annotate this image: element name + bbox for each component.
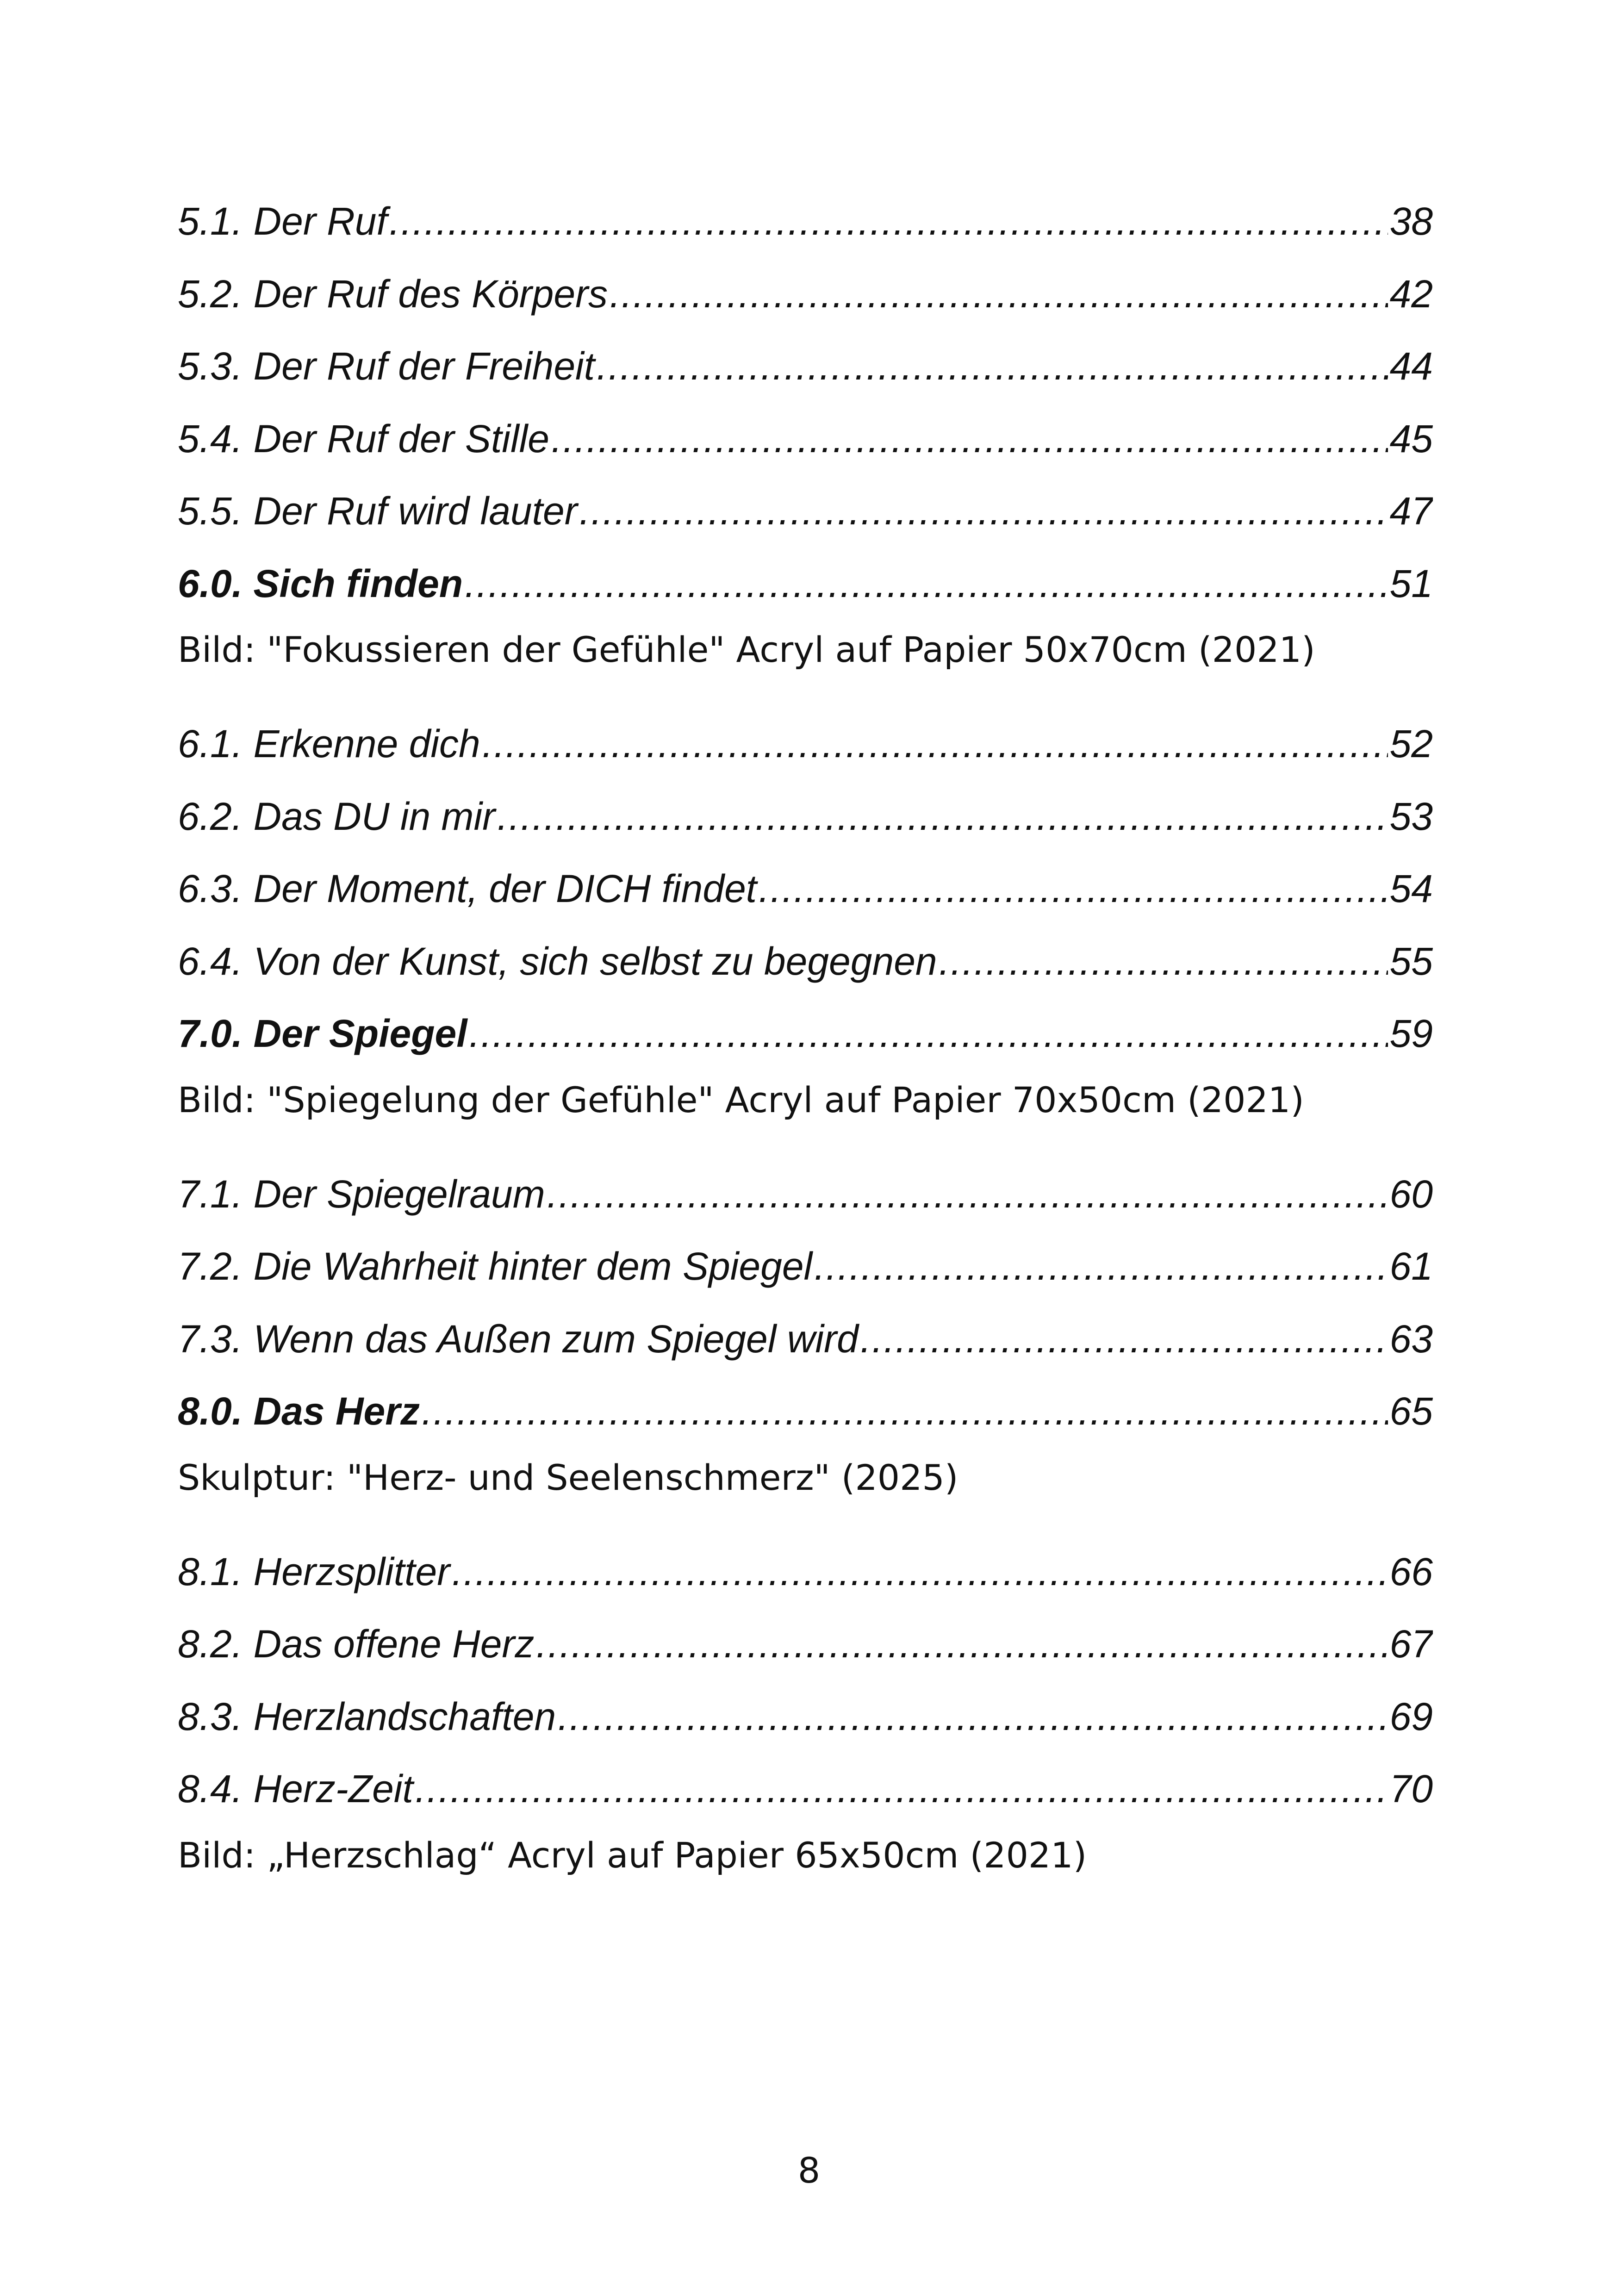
toc-dot-leader <box>759 852 1388 925</box>
toc-entry-title: 8.3. Herzlandschaften <box>178 1694 556 1738</box>
toc-entry-page: 47 <box>1389 489 1433 533</box>
toc-entry[interactable] <box>178 708 1433 780</box>
page-number: 8 <box>797 2150 821 2191</box>
toc-entry[interactable] <box>178 1536 1433 1608</box>
toc-entry[interactable] <box>178 780 1433 853</box>
toc-dot-leader <box>558 1680 1388 1753</box>
toc-entry-title: 5.2. Der Ruf des Körpers <box>178 272 608 316</box>
toc-entry-page: 63 <box>1389 1317 1433 1361</box>
toc-entry-title: 7.2. Die Wahrheit hinter dem Spiegel <box>178 1244 813 1288</box>
toc-artwork-caption: Bild: "Fokussieren der Gefühle" Acryl auf Papier 50x70cm (2021) <box>178 629 1315 670</box>
toc-dot-leader <box>452 1536 1388 1608</box>
toc-entry-title: 7.3. Wenn das Außen zum Spiegel wird <box>178 1317 859 1361</box>
toc-entry[interactable] <box>178 403 1433 475</box>
toc-entry-page: 45 <box>1389 417 1433 460</box>
toc-dot-leader <box>579 475 1388 548</box>
toc-artwork-caption: Bild: „Herzschlag“ Acryl auf Papier 65x50cm (2021) <box>178 1834 1087 1876</box>
toc-entry[interactable] <box>178 1158 1433 1231</box>
toc-entry[interactable] <box>178 1303 1433 1375</box>
toc-entry-title: 6.1. Erkenne dich <box>178 722 480 765</box>
toc-chapter-title: 6.0. Sich finden <box>178 561 463 605</box>
toc-entry[interactable] <box>178 475 1433 548</box>
toc-dot-leader <box>465 548 1388 620</box>
toc-entry-title: 6.3. Der Moment, der DICH findet <box>178 867 757 910</box>
toc-dot-leader <box>814 1230 1388 1303</box>
toc-entry-title: 8.1. Herzsplitter <box>178 1549 450 1593</box>
toc-dot-leader <box>860 1303 1388 1375</box>
toc-entry[interactable] <box>178 330 1433 403</box>
toc-dot-leader <box>469 997 1388 1070</box>
toc-entry-title: 5.1. Der Ruf <box>178 199 387 243</box>
toc-entry[interactable] <box>178 852 1433 925</box>
toc-entry-title: 6.4. Von der Kunst, sich selbst zu begegnen <box>178 939 937 983</box>
toc-entry-title: 7.1. Der Spiegelraum <box>178 1172 545 1216</box>
toc-entry-page: 52 <box>1389 722 1433 765</box>
toc-entry-title: 8.2. Das offene Herz <box>178 1622 535 1666</box>
toc-dot-leader <box>536 1608 1388 1680</box>
toc-entry-page: 38 <box>1389 199 1433 243</box>
toc-entry[interactable] <box>178 258 1433 330</box>
toc-entry-page: 69 <box>1389 1694 1433 1738</box>
toc-dot-leader <box>597 330 1388 403</box>
toc-chapter-page: 65 <box>1389 1389 1433 1433</box>
toc-entry-page: 67 <box>1389 1622 1433 1666</box>
table-of-contents <box>178 185 1433 1913</box>
toc-entry-page: 42 <box>1389 272 1433 316</box>
toc-dot-leader <box>482 708 1388 780</box>
toc-sculpture-caption: Skulptur: "Herz- und Seelenschmerz" (2025) <box>178 1456 958 1498</box>
toc-entry[interactable] <box>178 1608 1433 1680</box>
toc-entry-title: 5.3. Der Ruf der Freiheit <box>178 344 595 388</box>
toc-dot-leader <box>547 1158 1388 1231</box>
toc-entry[interactable] <box>178 1753 1433 1825</box>
toc-entry-title: 8.4. Herz-Zeit <box>178 1767 413 1811</box>
toc-entry-page: 61 <box>1389 1244 1433 1288</box>
toc-dot-leader <box>497 780 1388 853</box>
toc-chapter-heading[interactable] <box>178 548 1433 620</box>
toc-entry[interactable] <box>178 1230 1433 1303</box>
toc-dot-leader <box>939 925 1388 998</box>
toc-chapter-heading[interactable] <box>178 997 1433 1070</box>
toc-chapter-title: 7.0. Der Spiegel <box>178 1012 467 1055</box>
toc-dot-leader <box>551 403 1388 475</box>
toc-dot-leader <box>610 258 1388 330</box>
toc-entry-page: 70 <box>1389 1767 1433 1811</box>
toc-chapter-heading[interactable] <box>178 1375 1433 1448</box>
toc-entry-page: 60 <box>1389 1172 1433 1216</box>
toc-entry-page: 53 <box>1389 794 1433 838</box>
toc-entry[interactable] <box>178 185 1433 258</box>
toc-chapter-page: 59 <box>1389 1012 1433 1055</box>
toc-chapter-title: 8.0. Das Herz <box>178 1389 420 1433</box>
toc-chapter-page: 51 <box>1389 561 1433 605</box>
toc-dot-leader <box>415 1753 1388 1825</box>
toc-entry-title: 5.4. Der Ruf der Stille <box>178 417 550 460</box>
toc-artwork-caption: Bild: "Spiegelung der Gefühle" Acryl auf Papier 70x50cm (2021) <box>178 1079 1304 1120</box>
toc-dot-leader <box>422 1375 1388 1448</box>
toc-entry-page: 66 <box>1389 1549 1433 1593</box>
toc-entry-page: 44 <box>1389 344 1433 388</box>
toc-entry-title: 5.5. Der Ruf wird lauter <box>178 489 578 533</box>
toc-entry-page: 54 <box>1389 867 1433 910</box>
toc-entry-page: 55 <box>1389 939 1433 983</box>
toc-entry-title: 6.2. Das DU in mir <box>178 794 496 838</box>
toc-dot-leader <box>389 185 1388 258</box>
toc-entry[interactable] <box>178 925 1433 998</box>
toc-entry[interactable] <box>178 1680 1433 1753</box>
